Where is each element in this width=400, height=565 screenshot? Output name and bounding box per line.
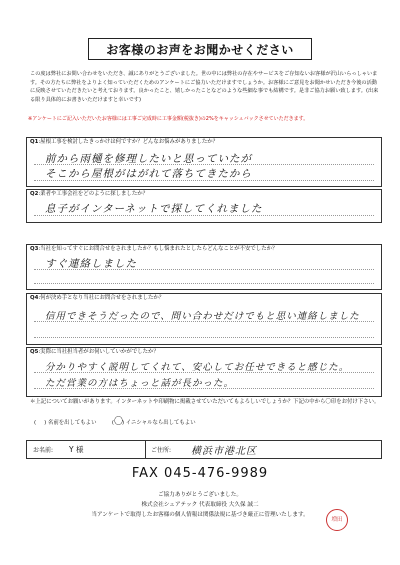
- seal-stamp: [326, 509, 348, 531]
- question-number: Q3: [30, 246, 39, 252]
- question-box-q2: [26, 189, 382, 223]
- question-text: 何が決め手となり当社にお問合せをされましたか？: [40, 295, 165, 301]
- question-label-q1: Q1:屋根工事を検討したきっかけは何ですか？どんなお悩みがありましたか？: [30, 139, 219, 145]
- question-number: Q2: [30, 191, 39, 197]
- answer-text: 信用できそうだったので、問い合わせだけでもと思い連絡しました: [45, 311, 360, 322]
- question-box-q3: [26, 244, 382, 290]
- intro-paragraph: この度は弊社にお問い合わせをいただき、誠にありがとうございました。世の中には弊社の存在やサービスをご存知ないお客様が沢山いらっしゃいます。その方たちに弊社をよりよく知っていただくためのアンケートにご協力いただけますでしょうか。お客様にご意見をお聞かせいただき今後の活動に反映させていただきたいと考えております。良かったこと、嬉しかったことなどのような些細な事でも結構です。是非ご協力お願い致します。(出来る限り具体的にお書きいただけますと幸いです): [30, 71, 379, 103]
- question-label-q2: Q2:業者や工事会社をどのように探しましたか？: [30, 191, 148, 197]
- question-box-q5: [26, 347, 382, 397]
- question-box-q4: [26, 293, 382, 345]
- answer-text: そこから屋根がはがれて落ちてきたから: [45, 168, 252, 180]
- answer-text: 前から雨樋を修理したいと思っていたが: [45, 153, 252, 165]
- question-text: 当社を知ってすぐにお問合せをされましたか？もし悩まれたとしたらどんなことが不安でしたか？: [40, 246, 278, 252]
- fax-number: FAX 045-476-9989: [131, 466, 269, 481]
- answer-line: [34, 283, 374, 284]
- address-value: 横浜市港北区: [191, 446, 257, 457]
- thanks-text: ご協力ありがとうございました。: [158, 492, 242, 498]
- question-text: 実際に当社担当者がお伺いしていかがでしたか？: [40, 349, 159, 355]
- option2-label: イニシャルなら出してもよい: [125, 420, 196, 426]
- page-title: [88, 38, 312, 60]
- option2-mark[interactable]: 〇: [114, 417, 124, 427]
- answer-line: [34, 337, 374, 338]
- option1-mark[interactable]: [36, 416, 44, 424]
- address-label: ご住所:: [151, 447, 172, 454]
- stamp-text: 増田: [331, 517, 343, 523]
- question-number: Q5: [30, 349, 39, 355]
- answer-text: ただ営業の方はちょっと話が長かった。: [45, 378, 235, 389]
- name-label: お名前:: [33, 447, 54, 454]
- answer-text: 分かりやすく説明してくれて、安心してお任せできると感じた。: [45, 362, 350, 373]
- option1-label: 名前を出してもよい: [47, 420, 97, 426]
- cashback-note: ※アンケートにご記入いただいたお客様には工事ご完成時に工事金額(税抜き)の2%をキャッシュバックさせていただきます。: [28, 116, 309, 122]
- question-number: Q1: [30, 139, 39, 145]
- question-label-q4: Q4:何が決め手となり当社にお問合せをされましたか？: [30, 295, 165, 301]
- question-label-q5: Q5:実際に当社担当者がお伺いしていかがでしたか？: [30, 349, 159, 355]
- question-text: 業者や工事会社をどのように探しましたか？: [40, 191, 148, 197]
- question-box-q1: [26, 137, 382, 187]
- question-text: 屋根工事を検討したきっかけは何ですか？どんなお悩みがありましたか？: [40, 139, 219, 145]
- privacy-text: 当アンケートで取得したお客様の個人情報は関係法規に基づき厳正に管理いたします。: [91, 512, 309, 518]
- question-number: Q4: [30, 295, 39, 301]
- consent-options: ( ) 名前を出してもよい (〇) イニシャルなら出してもよい: [34, 417, 196, 427]
- question-label-q3: Q3:当社を知ってすぐにお問合せをされましたか？もし悩まれたとしたらどんなことが不安でしたか？: [30, 246, 278, 252]
- answer-text: 息子がインターネットで探してくれました: [45, 203, 263, 215]
- respondent-row: [26, 440, 382, 459]
- company-text: 株式会社シェアテック 代表取締役 大久保 誠二: [141, 502, 259, 508]
- name-value: Y 様: [69, 445, 84, 454]
- consent-question: ＊上記についてお願いがあります。インターネットや印刷物に掲載させていただいてもよろしいでしょうか？下記の中から〇印をお付け下さい。: [30, 399, 380, 405]
- page-title-text: お客様のお声をお聞かせください: [106, 42, 294, 57]
- answer-text: すぐ連絡しました: [45, 258, 137, 270]
